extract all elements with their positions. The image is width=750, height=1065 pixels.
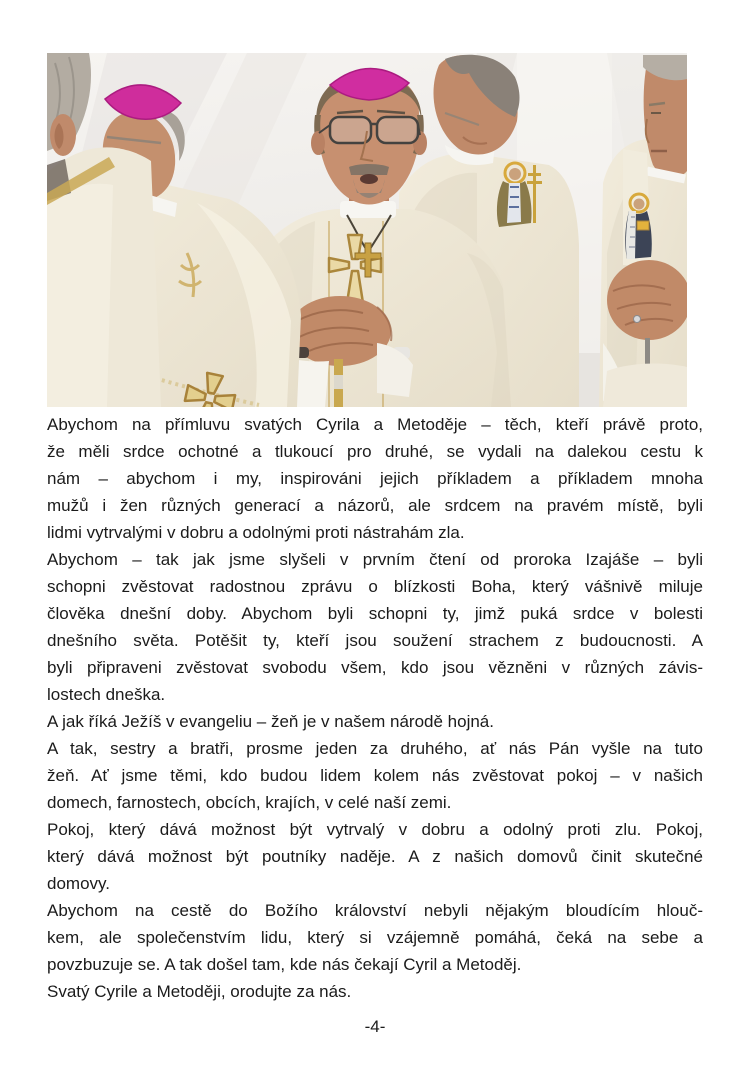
text-line: člověka dnešní doby. Abychom byli schopni ty, jimž puká srdce v bolesti: [47, 604, 703, 623]
paragraph: [47, 897, 703, 978]
text-line: byli připraveni zvěstovat svobodu všem, kdo jsou vězněni v různých závis-: [47, 658, 703, 677]
paragraph: [47, 816, 703, 897]
text-line: schopni zvěstovat radostnou zprávu o blízkosti Boha, který vášnivě miluje: [47, 577, 703, 596]
text-line: Abychom na přímluvu svatých Cyrila a Metoděje – těch, kteří právě proto,: [47, 415, 703, 434]
text-line: lidmi vytrvalými v dobru a odolnými proti nástrahám zla.: [47, 523, 465, 542]
saint-icon-stole-center: [497, 163, 542, 227]
text-line: který dává možnost být poutníky naděje. A z našich domovů činit skutečné: [47, 847, 703, 866]
text-line: lostech dneška.: [47, 685, 166, 704]
paragraph: [47, 978, 703, 1005]
paragraph: [47, 735, 703, 816]
paragraph: [47, 708, 703, 735]
text-line: A jak říká Ježíš v evangeliu – žeň je v našem národě hojná.: [47, 712, 494, 731]
text-line: kem, ale společenstvím lidu, který si vzájemně pomáhá, čeká na sebe a: [47, 928, 703, 947]
text-line: nám – abychom i my, inspirováni jejich příkladem a příkladem mnoha: [47, 469, 703, 488]
text-line: povzbuzuje se. A tak došel tam, kde nás čekají Cyril a Metoděj.: [47, 955, 522, 974]
glasses-center: [319, 117, 420, 143]
paragraph: [47, 411, 703, 546]
page-number: -4-: [364, 1017, 386, 1036]
text-line: Abychom na cestě do Božího království nebyli nějakým bloudícím hlouč-: [47, 901, 703, 920]
text-line: Abychom – tak jak jsme slyšeli v prvním čtení od proroka Izajáše – byli: [47, 550, 703, 569]
photo-illustration: [47, 53, 687, 407]
text-line: Pokoj, který dává možnost být vytrvalý v dobru a odolný proti zlu. Pokoj,: [47, 820, 703, 839]
text-line: žeň. Ať jsme těmi, kdo budou lidem kolem nás zvěstovat pokoj – v našich: [47, 766, 703, 785]
text-line: Svatý Cyrile a Metoději, orodujte za nás.: [47, 982, 352, 1001]
text-line: dnešního světa. Potěšit ty, kteří jsou soužení strachem z budoucnosti. A: [47, 631, 703, 650]
paragraph: [47, 546, 703, 708]
text-line: mužů i žen různých generací a názorů, ale srdcem na pravém místě, byli: [47, 496, 703, 515]
saint-icon-stole-right: [623, 149, 652, 267]
body-text: [47, 411, 703, 1005]
text-line: že měli srdce ochotné a tlukoucí pro druhé, se vydali na dalekou cestu k: [47, 442, 703, 461]
text-line: A tak, sestry a bratři, prosme jeden za druhého, ať nás Pán vyšle na tuto: [47, 739, 703, 758]
text-line: domovy.: [47, 874, 110, 893]
text-line: domech, farnostech, obcích, krajích, v celé naší zemi.: [47, 793, 452, 812]
photo-bishops-mass: [47, 53, 687, 407]
